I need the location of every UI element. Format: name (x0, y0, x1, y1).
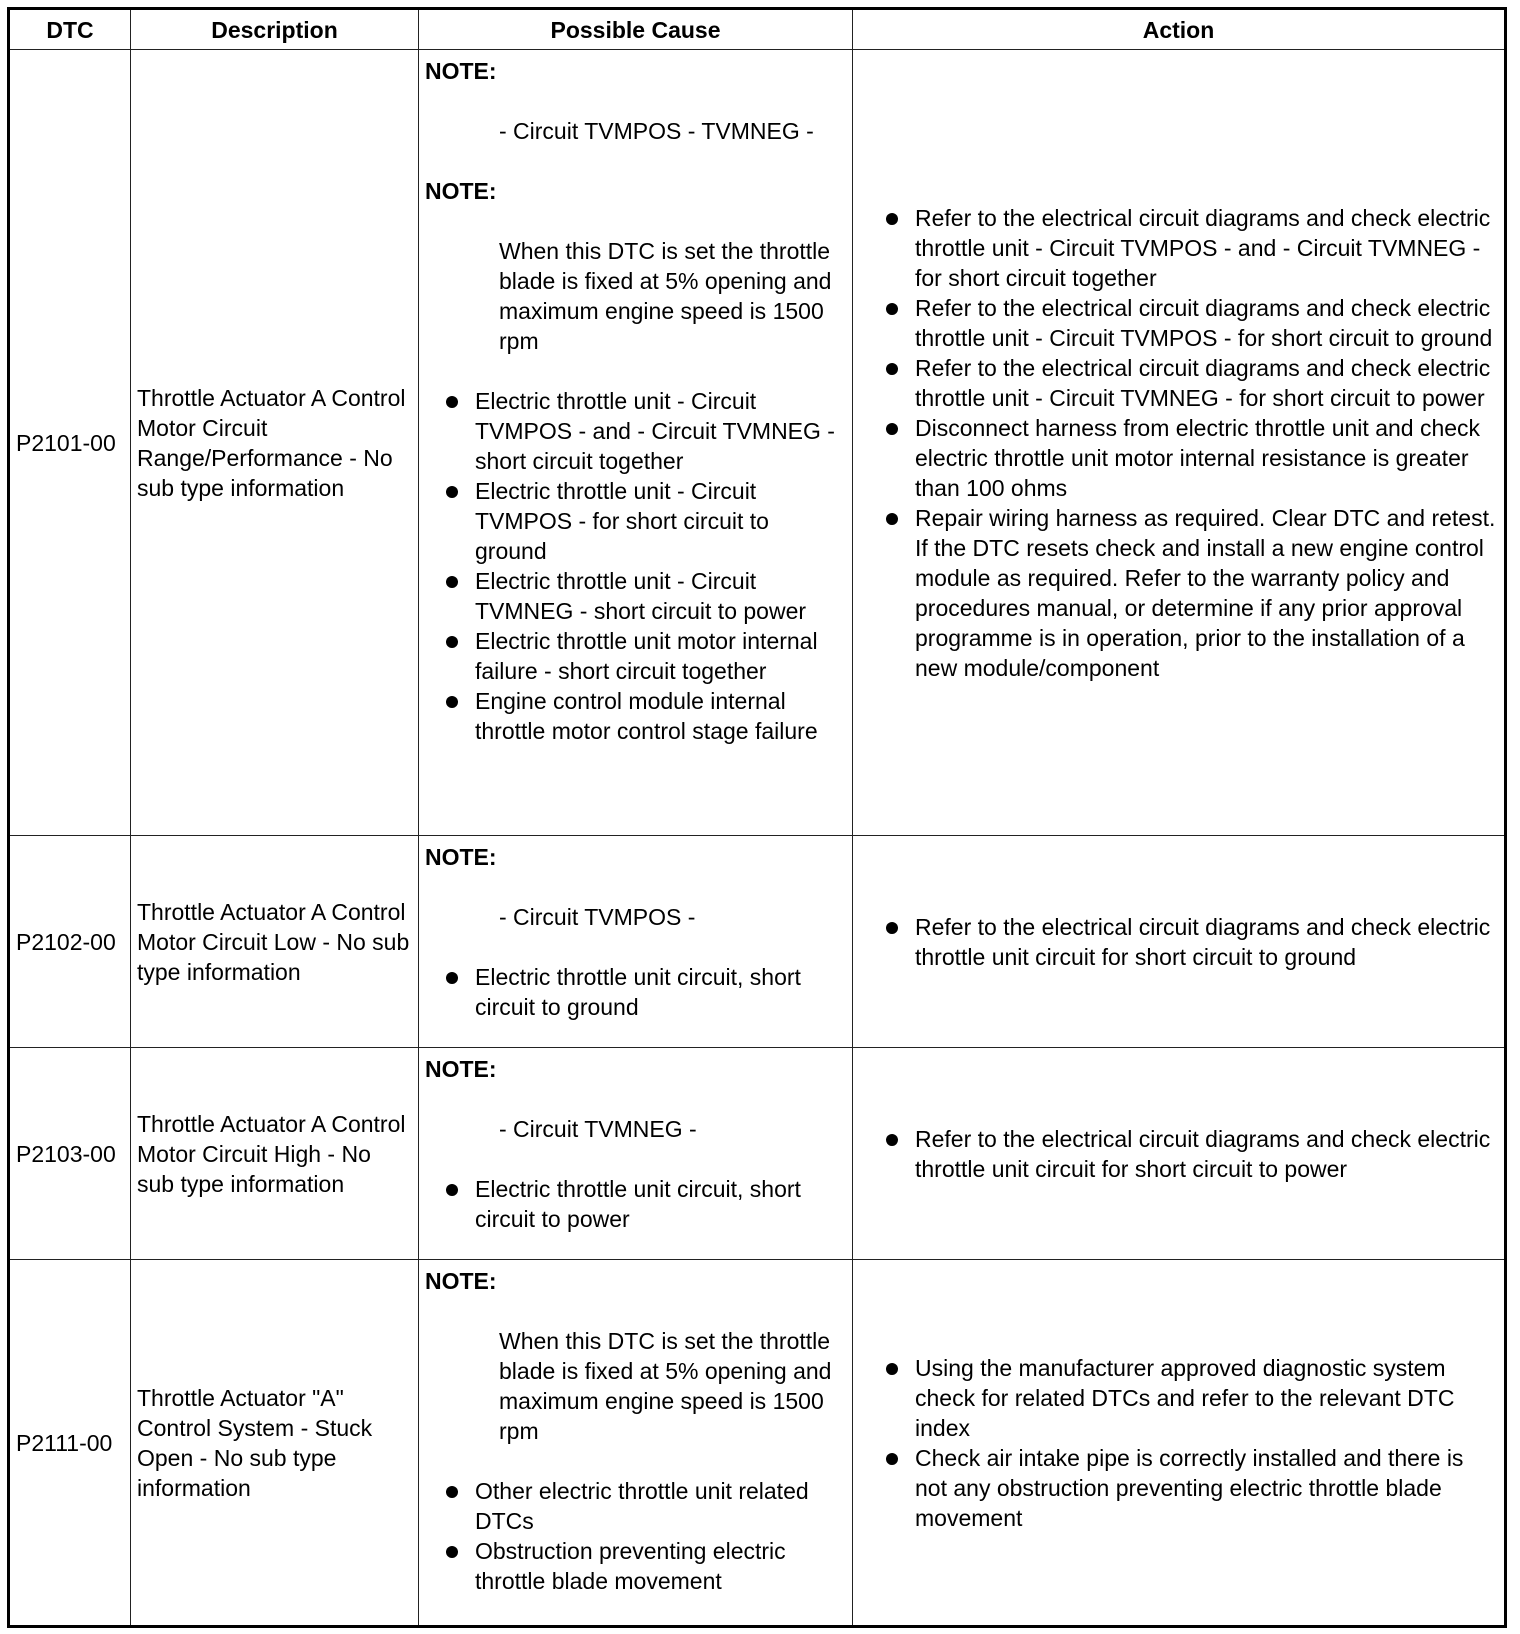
header-row (9, 9, 1506, 50)
header-dtc: DTC (9, 9, 131, 50)
dtc-code: P2101-00 (9, 50, 131, 836)
action-item: Refer to the electrical circuit diagrams and check electric throttle unit - Circuit TVMNEG - for short circuit to power (915, 353, 1498, 413)
possible-cause-cell (419, 50, 853, 836)
dtc-code: P2111-00 (9, 1260, 131, 1627)
action-cell (853, 836, 1506, 1048)
possible-cause-cell (419, 836, 853, 1048)
note-label: NOTE: (425, 1268, 497, 1294)
header-possible-cause: Possible Cause (419, 9, 853, 50)
dtc-description: Throttle Actuator A Control Motor Circuit Range/Performance - No sub type information (131, 50, 419, 836)
note-text: - Circuit TVMPOS - TVMNEG - (499, 118, 814, 144)
dtc-code: P2103-00 (9, 1048, 131, 1260)
cause-item: Electric throttle unit motor internal failure - short circuit together (475, 626, 846, 686)
dtc-code: P2102-00 (9, 836, 131, 1048)
table-row (9, 836, 1506, 1048)
action-item: Disconnect harness from electric throttle unit and check electric throttle unit motor internal resistance is greater than 100 ohms (915, 413, 1498, 503)
action-item: Check air intake pipe is correctly installed and there is not any obstruction preventing electric throttle blade movement (915, 1443, 1498, 1533)
cause-item: Electric throttle unit - Circuit TVMNEG - short circuit to power (475, 566, 846, 626)
action-item: Using the manufacturer approved diagnostic system check for related DTCs and refer to the relevant DTC index (915, 1353, 1498, 1443)
action-cell (853, 50, 1506, 836)
cause-list (425, 1476, 846, 1596)
dtc-description: Throttle Actuator "A" Control System - Stuck Open - No sub type information (131, 1260, 419, 1627)
cause-item: Electric throttle unit circuit, short circuit to power (475, 1174, 846, 1234)
note-text: - Circuit TVMPOS - (499, 904, 696, 930)
cause-list (425, 386, 846, 746)
action-item: Repair wiring harness as required. Clear DTC and retest. If the DTC resets check and install a new engine control module as required. Refer to the warranty policy and procedures manual, or determine if any prior approval programme is in operation, prior to the installation of a new module/component (915, 503, 1498, 683)
action-list (859, 203, 1498, 683)
cause-list (425, 962, 846, 1022)
note-text: - Circuit TVMNEG - (499, 1116, 697, 1142)
possible-cause-cell (419, 1048, 853, 1260)
action-cell (853, 1260, 1506, 1627)
cause-item: Engine control module internal throttle motor control stage failure (475, 686, 846, 746)
cause-list (425, 1174, 846, 1234)
dtc-table (7, 7, 1507, 1628)
note-text: When this DTC is set the throttle blade is fixed at 5% opening and maximum engine speed is 1500 rpm (499, 1328, 832, 1444)
header-action: Action (853, 9, 1506, 50)
action-list (859, 1353, 1498, 1533)
table-row (9, 1260, 1506, 1627)
cause-item: Electric throttle unit - Circuit TVMPOS - and - Circuit TVMNEG - short circuit together (475, 386, 846, 476)
cause-item: Electric throttle unit - Circuit TVMPOS - for short circuit to ground (475, 476, 846, 566)
note-label: NOTE: (425, 58, 497, 84)
action-list (859, 1124, 1498, 1184)
note-label: NOTE: (425, 844, 497, 870)
dtc-description: Throttle Actuator A Control Motor Circuit High - No sub type information (131, 1048, 419, 1260)
note-text: When this DTC is set the throttle blade is fixed at 5% opening and maximum engine speed is 1500 rpm (499, 238, 832, 354)
action-item: Refer to the electrical circuit diagrams and check electric throttle unit - Circuit TVMPOS - for short circuit to ground (915, 293, 1498, 353)
cause-item: Other electric throttle unit related DTCs (475, 1476, 846, 1536)
action-list (859, 912, 1498, 972)
dtc-description: Throttle Actuator A Control Motor Circuit Low - No sub type information (131, 836, 419, 1048)
table-row (9, 50, 1506, 836)
cause-item: Obstruction preventing electric throttle blade movement (475, 1536, 846, 1596)
note-label: NOTE: (425, 178, 497, 204)
action-item: Refer to the electrical circuit diagrams and check electric throttle unit circuit for short circuit to power (915, 1124, 1498, 1184)
cause-item: Electric throttle unit circuit, short circuit to ground (475, 962, 846, 1022)
possible-cause-cell (419, 1260, 853, 1627)
table-row (9, 1048, 1506, 1260)
note-label: NOTE: (425, 1056, 497, 1082)
action-cell (853, 1048, 1506, 1260)
header-description: Description (131, 9, 419, 50)
action-item: Refer to the electrical circuit diagrams and check electric throttle unit - Circuit TVMPOS - and - Circuit TVMNEG - for short circuit together (915, 203, 1498, 293)
action-item: Refer to the electrical circuit diagrams and check electric throttle unit circuit for short circuit to ground (915, 912, 1498, 972)
